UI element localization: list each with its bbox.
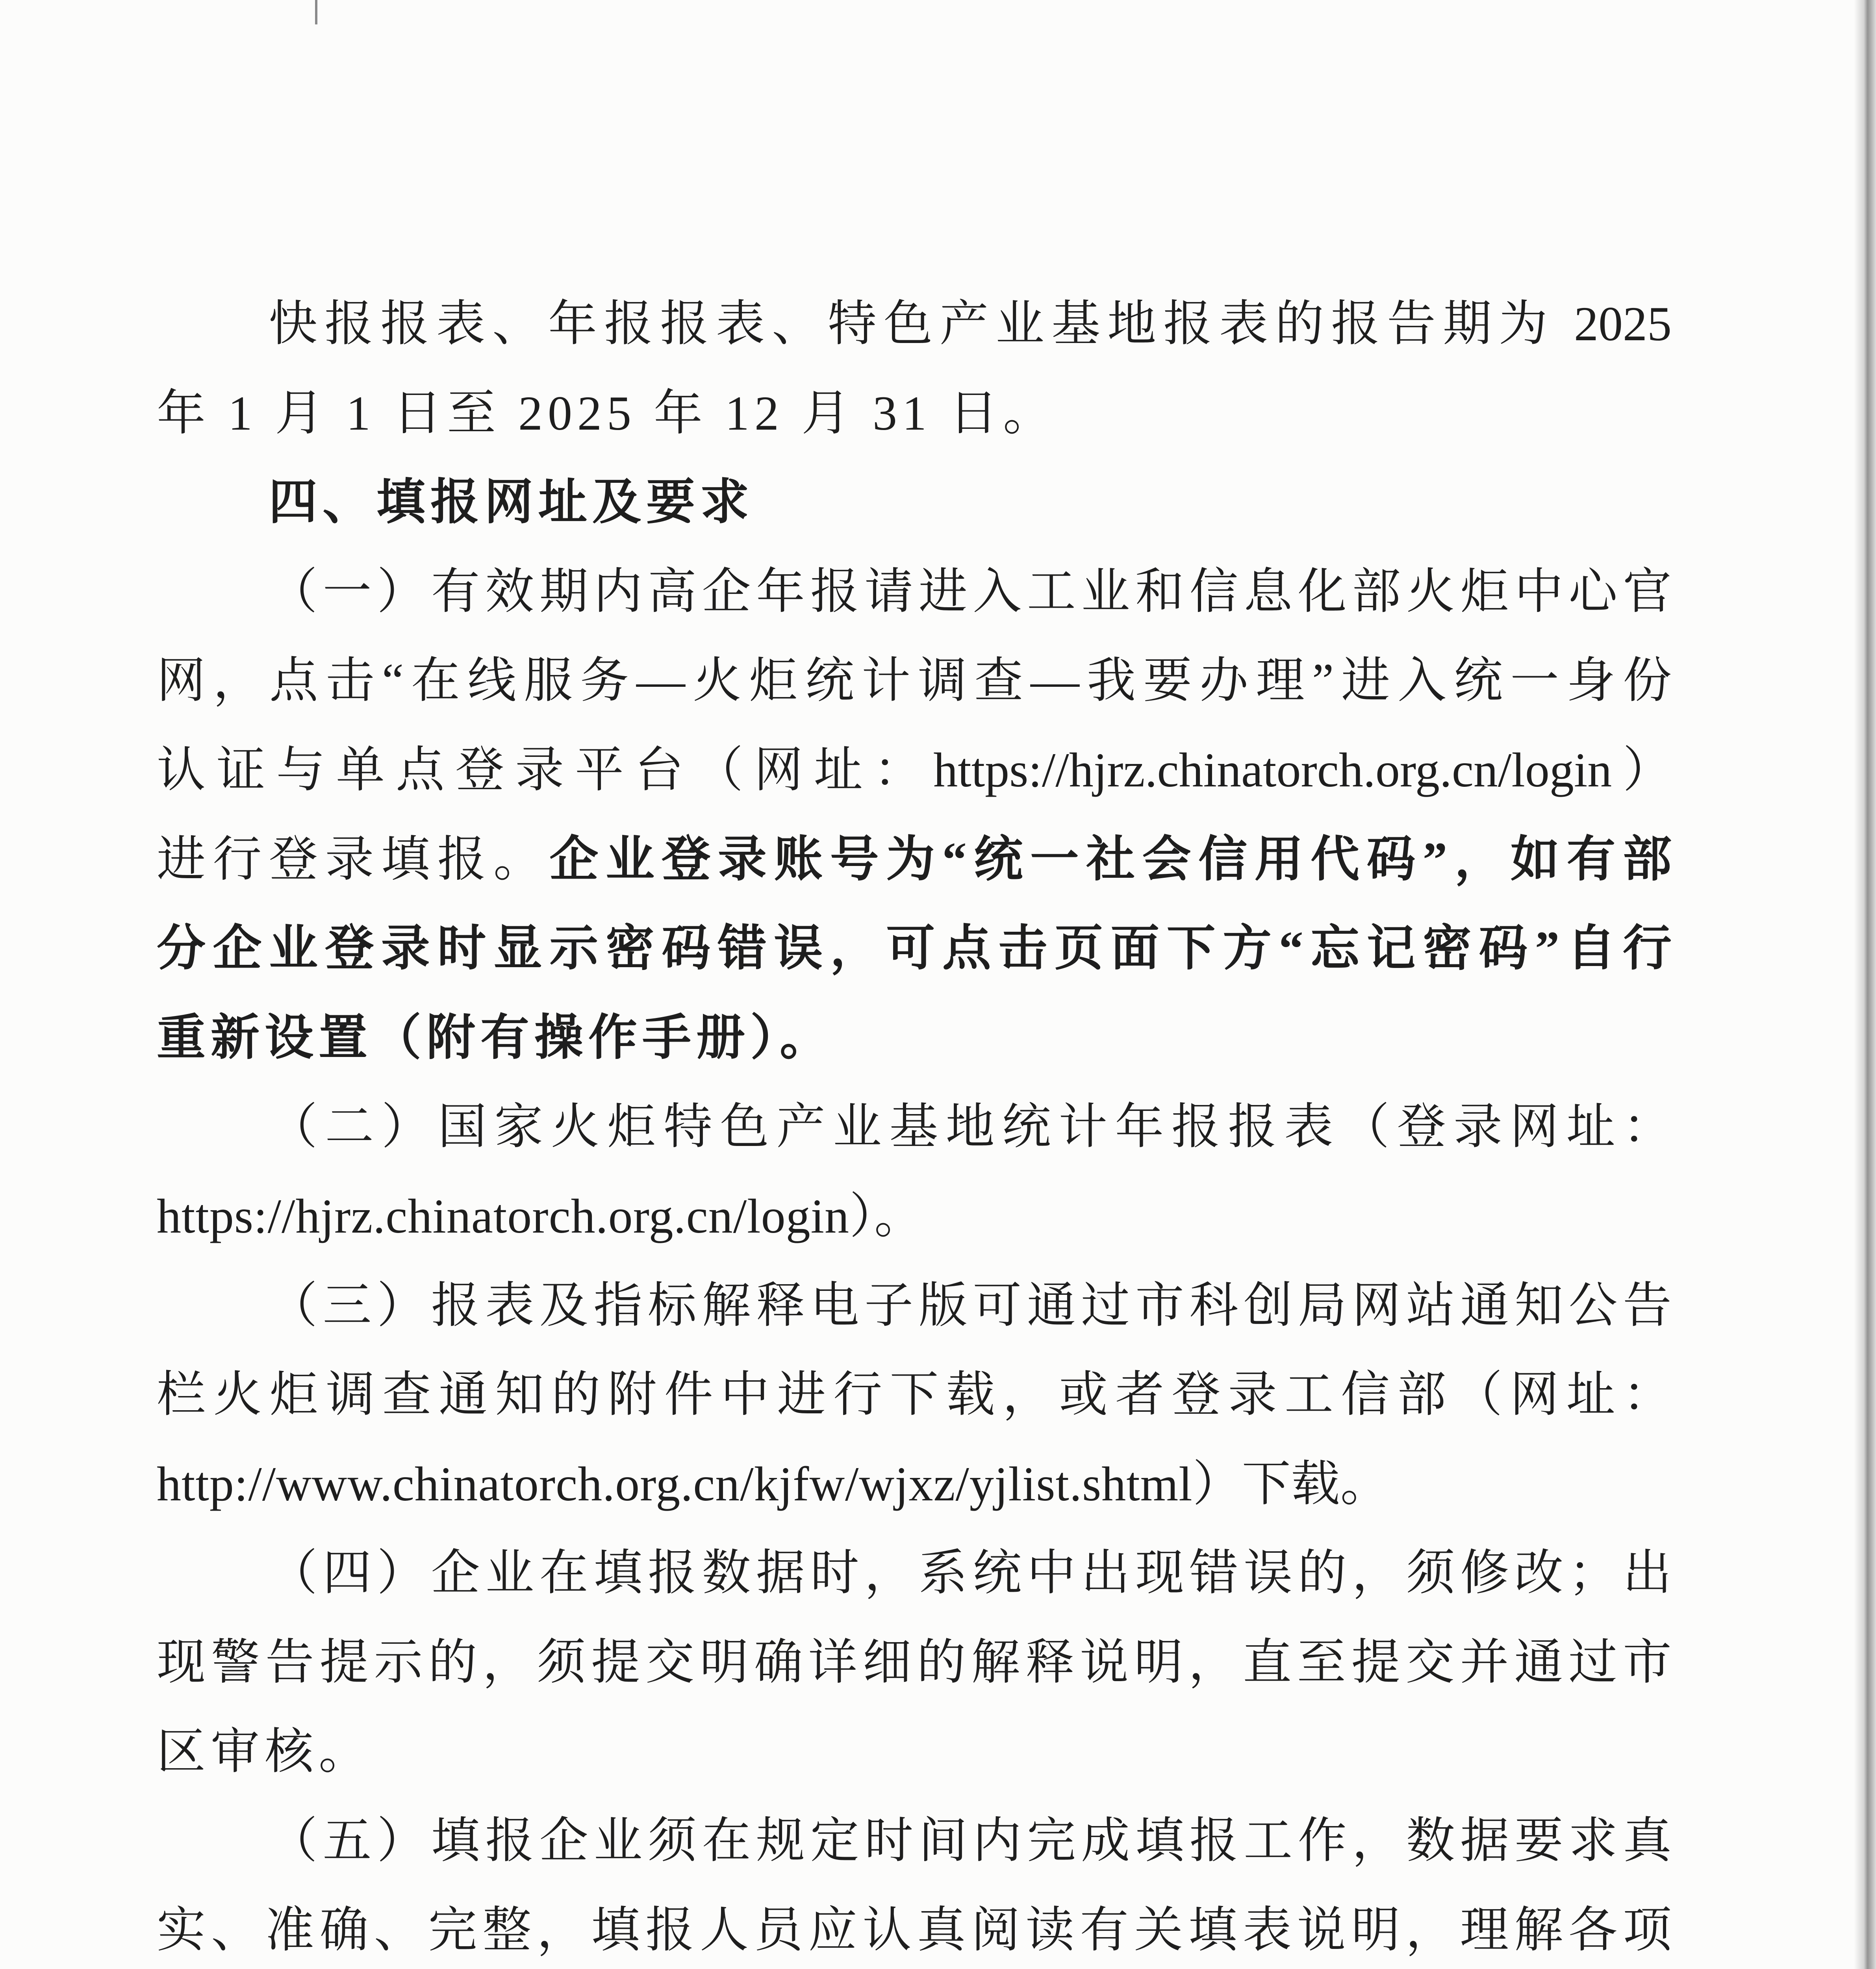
paragraph-line: 年 1 月 1 日至 2025 年 12 月 31 日。 — [157, 386, 1057, 440]
paragraph-line: 实、准确、完整，填报人员应认真阅读有关填表说明，理解各项 — [157, 1903, 1672, 1957]
item-4-3-paragraph — [157, 1261, 1672, 1529]
paragraph-line-url: https://hjrz.chinatorch.org.cn/login）。 — [157, 1189, 924, 1243]
item-4-1-paragraph — [157, 547, 1672, 1083]
paragraph-line: （三）报表及指标解释电子版可通过市科创局网站通知公告 — [269, 1278, 1672, 1333]
paragraph-line: 网，点击“在线服务—火炬统计调查—我要办理”进入统一身份 — [157, 654, 1672, 708]
paragraph-line — [157, 815, 1672, 905]
paragraph-line: 快报报表、年报报表、特色产业基地报表的报告期为 2025 — [269, 297, 1672, 351]
paragraph-line-emphasis: 分企业登录时显示密码错误，可点击页面下方“忘记密码”自行 — [157, 921, 1672, 976]
paragraph-line: （二）国家火炬特色产业基地统计年报报表（登录网址： — [269, 1100, 1672, 1154]
paragraph-line: 现警告提示的，须提交明确详细的解释说明，直至提交并通过市 — [157, 1635, 1672, 1689]
paragraph-line: （五）填报企业须在规定时间内完成填报工作，数据要求真 — [269, 1814, 1672, 1868]
document-body — [157, 280, 1672, 1969]
paragraph-line-url: http://www.chinatorch.org.cn/kjfw/wjxz/yjlist.shtml）下载。 — [157, 1457, 1390, 1511]
section-4 — [157, 458, 1672, 1969]
report-period-paragraph — [157, 280, 1672, 458]
scan-edge-shadow — [1854, 0, 1876, 1969]
scan-mark — [315, 0, 317, 24]
paragraph-line-emphasis: 重新设置（附有操作手册）。 — [157, 1010, 834, 1065]
line-emphasis-text: 企业登录账号为“统一社会信用代码”，如有部 — [549, 832, 1672, 886]
item-4-2-paragraph — [157, 1083, 1672, 1261]
paragraph-line: 认证与单点登录平台（网址：https://hjrz.chinatorch.org.cn/login） — [157, 743, 1672, 797]
section-heading: 四、填报网址及要求 — [269, 475, 754, 530]
item-4-5-paragraph — [157, 1797, 1672, 1969]
paragraph-line: （四）企业在填报数据时，系统中出现错误的，须修改；出 — [269, 1546, 1672, 1600]
line-regular-text: 进行登录填报。 — [157, 832, 550, 886]
paragraph-line: 区审核。 — [157, 1724, 373, 1779]
paragraph-line: （一）有效期内高企年报请进入工业和信息化部火炬中心官 — [269, 564, 1672, 619]
item-4-4-paragraph — [157, 1529, 1672, 1797]
paragraph-line: 栏火炬调查通知的附件中进行下载，或者登录工信部（网址： — [157, 1368, 1672, 1422]
